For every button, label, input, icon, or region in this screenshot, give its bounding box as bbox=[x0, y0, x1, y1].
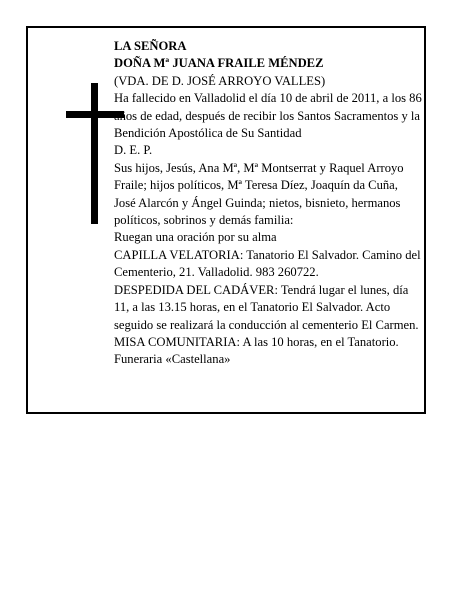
cross-icon bbox=[91, 83, 98, 224]
widow-of-line: (VDA. DE D. JOSÉ ARROYO VALLES) bbox=[114, 73, 326, 88]
farewell-info: DESPEDIDA DEL CADÁVER: Tendrá lugar el lunes, día 11, a las 13.15 horas, en el Tanatorio El Salvador. Acto seguido se realizará la conducción al cementerio El Carmen. bbox=[114, 282, 419, 332]
chapel-info: CAPILLA VELATORIA: Tanatorio El Salvador. Camino del Cementerio, 21. Valladolid. 983 260722. bbox=[114, 247, 421, 280]
heading-title: LA SEÑORA bbox=[114, 39, 187, 53]
notice-text bbox=[114, 38, 422, 369]
mass-info: MISA COMUNITARIA: A las 10 horas, en el Tanatorio. bbox=[114, 334, 399, 349]
funeral-home: Funeraria «Castellana» bbox=[114, 352, 231, 367]
family-paragraph: Sus hijos, Jesús, Ana Mª, Mª Montserrat y Raquel Arroyo Fraile; hijos políticos, Mª Teresa Díez, Joaquín da Cuña, José Alarcón y Ángel Guinda; nietos, bisnieto, hermanos políticos, sobrinos y demás familia: bbox=[114, 160, 404, 228]
death-notice-paragraph: Ha fallecido en Valladolid el día 10 de abril de 2011, a los 86 años de edad, después de recibir los Santos Sacramentos y la Bendición Apostólica de Su Santidad bbox=[114, 91, 422, 141]
rip-line: D. E. P. bbox=[114, 143, 153, 158]
prayer-request: Ruegan una oración por su alma bbox=[114, 230, 277, 245]
deceased-name: DOÑA Mª JUANA FRAILE MÉNDEZ bbox=[114, 56, 324, 71]
